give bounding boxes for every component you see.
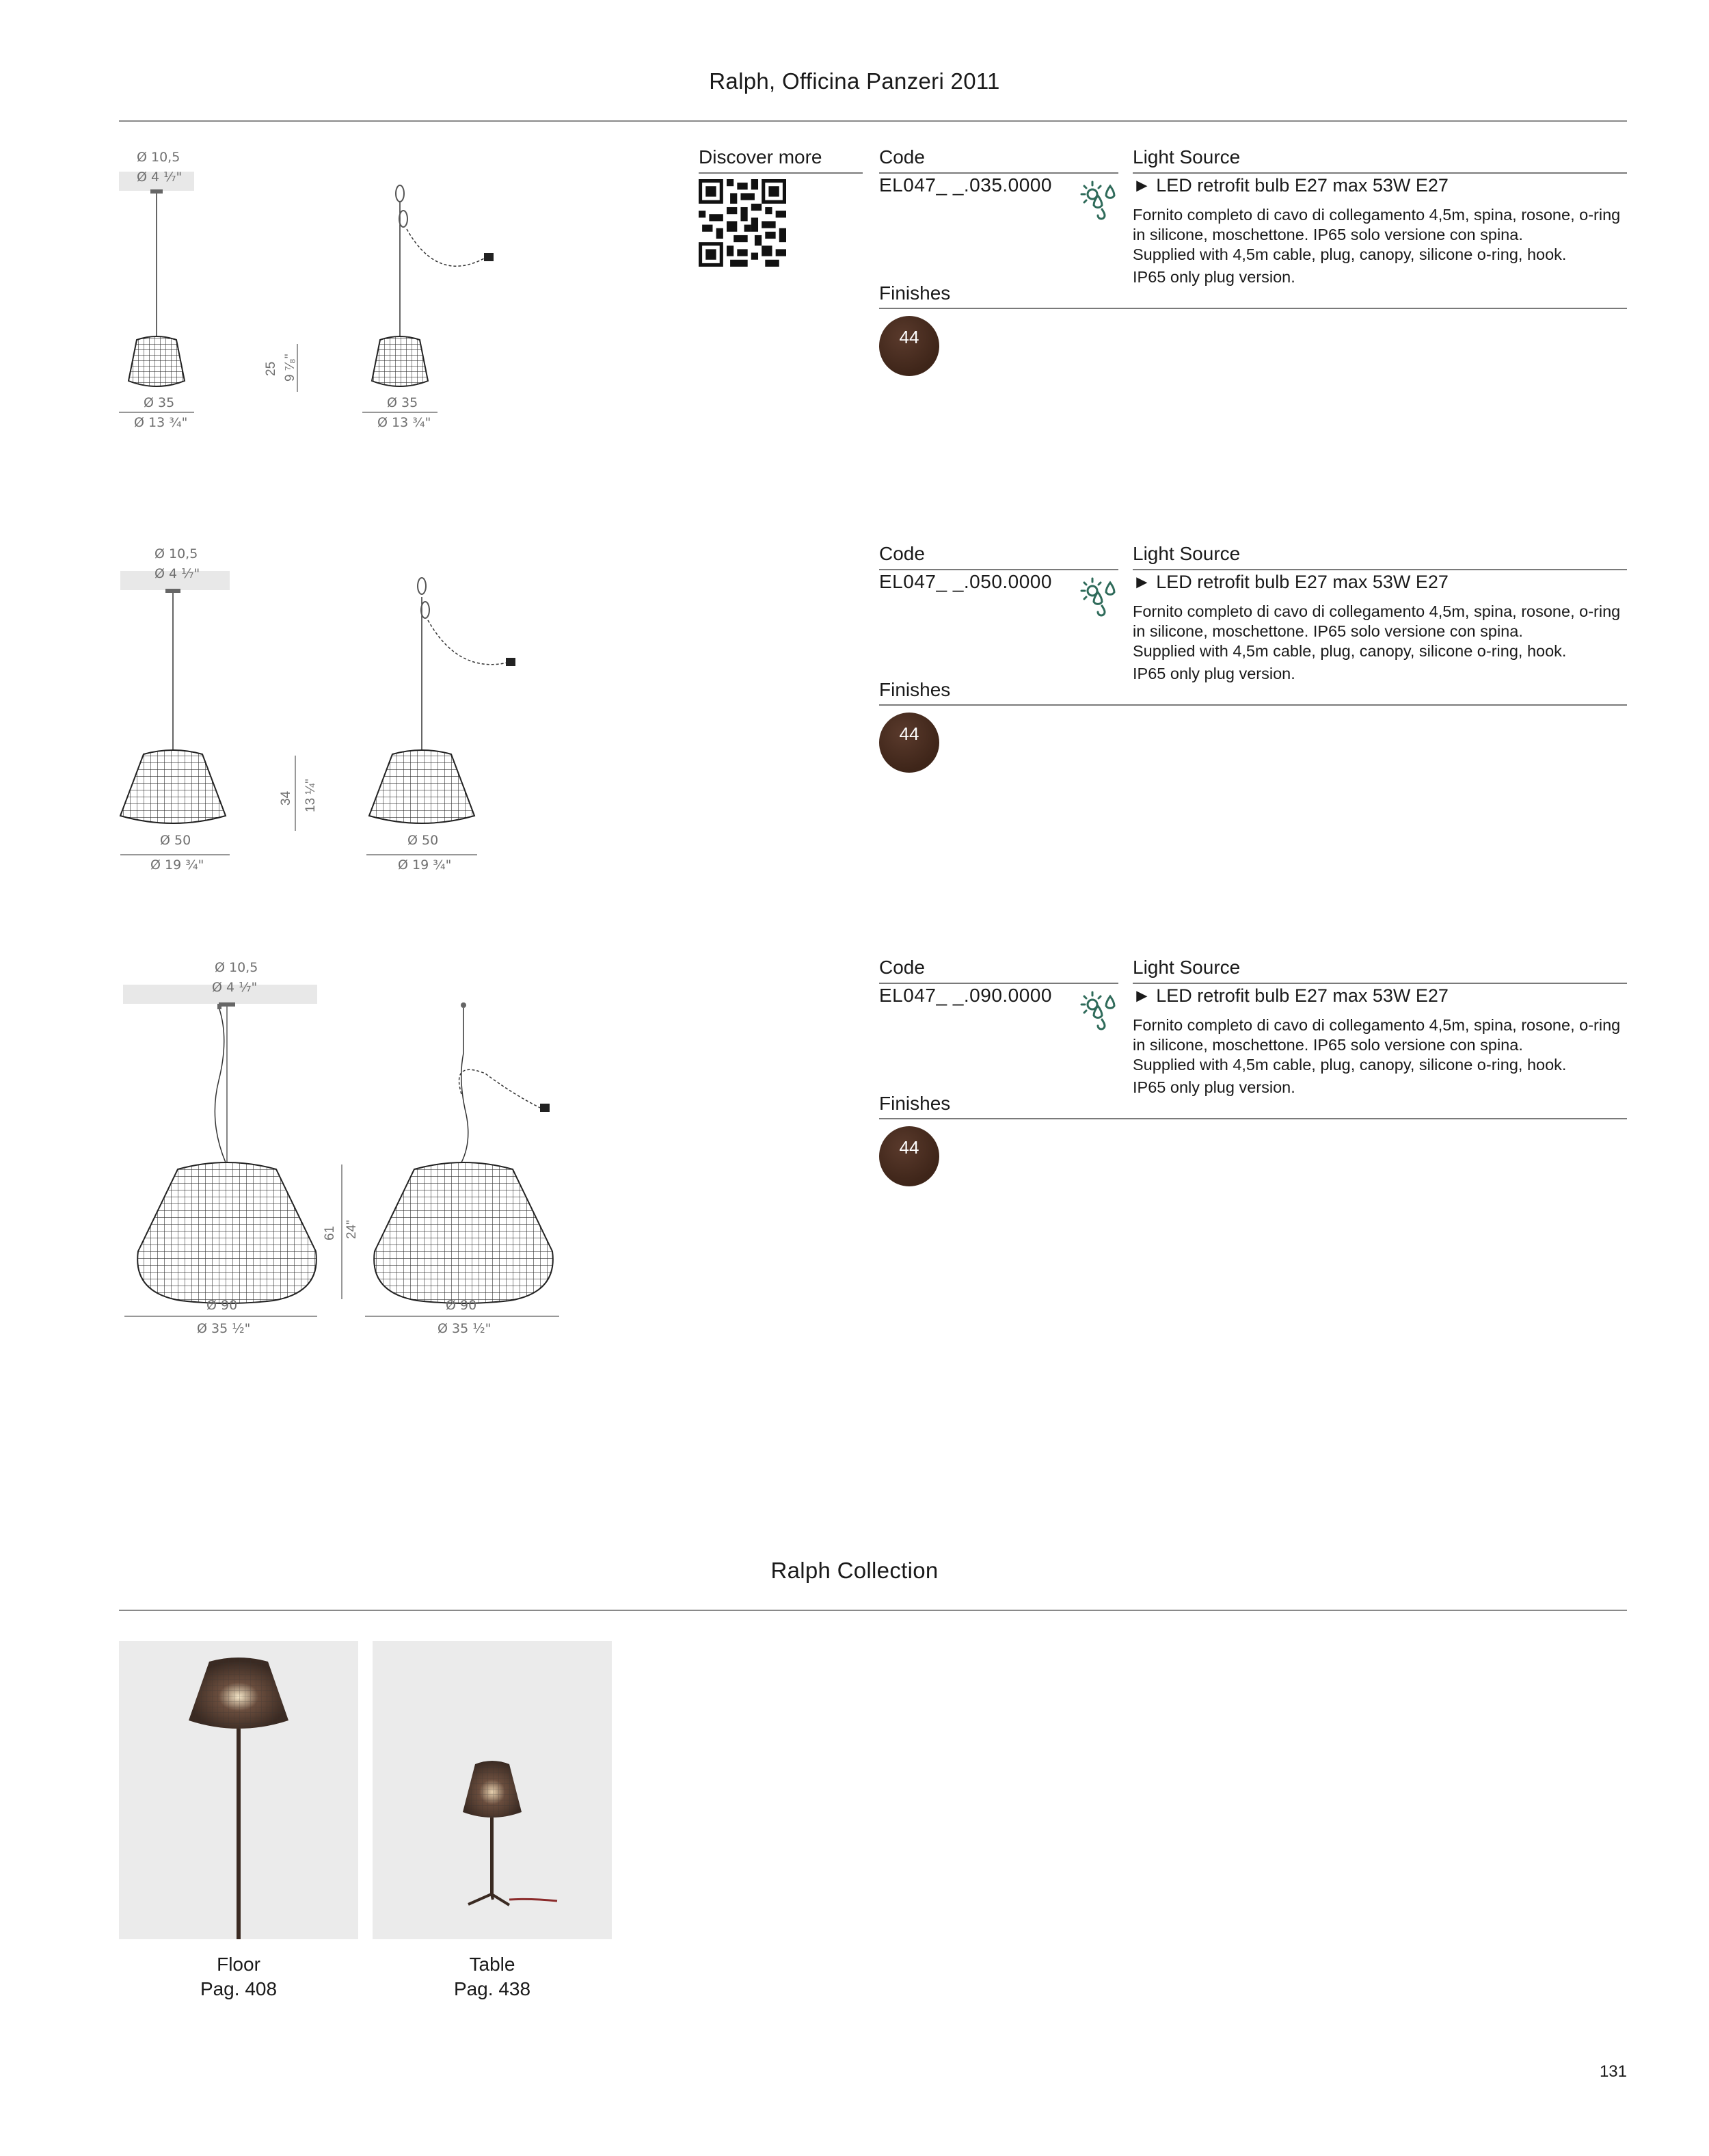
shade-diameter-in-2: Ø 19 ¾" xyxy=(398,857,452,873)
height-cm: 25 xyxy=(264,361,278,376)
finish-swatch-44[interactable] xyxy=(879,713,939,773)
product-code: EL047_ _.050.0000 xyxy=(879,571,1052,592)
finish-number: 44 xyxy=(899,327,919,347)
code-divider xyxy=(879,172,1118,174)
finishes-label: Finishes xyxy=(879,679,951,700)
light-source-divider xyxy=(1133,172,1627,174)
discover-divider xyxy=(699,172,863,174)
light-source-value: ► LED retrofit bulb E27 max 53W E27 xyxy=(1133,175,1449,196)
product-code: EL047_ _.035.0000 xyxy=(879,174,1052,196)
collection-divider xyxy=(119,1610,1627,1611)
ip-note: IP65 only plug version. xyxy=(1133,268,1295,286)
qr-code-icon[interactable] xyxy=(699,179,786,267)
floor-page: Pag. 408 xyxy=(200,1978,278,1999)
finishes-divider xyxy=(879,1118,1627,1119)
finish-number: 44 xyxy=(899,723,919,744)
canopy-diameter-cm: Ø 10,5 xyxy=(137,150,180,165)
lamp-drawing-35 xyxy=(116,147,526,441)
description-italian: Fornito completo di cavo di collegamento 4,5m, spina, rosone, o-ring in silicone, moschettone. IP65 solo versione con spina. xyxy=(1133,602,1621,640)
height-in: 24" xyxy=(345,1220,359,1239)
description-english: Supplied with 4,5m cable, plug, canopy, silicone o-ring, hook. xyxy=(1133,1056,1567,1074)
canopy-diameter-cm: Ø 10,5 xyxy=(215,960,258,975)
height-cm: 34 xyxy=(279,790,293,806)
finishes-label: Finishes xyxy=(879,1093,951,1114)
shade-diameter-in: Ø 35 ½" xyxy=(197,1321,251,1336)
product-code: EL047_ _.090.0000 xyxy=(879,985,1052,1006)
floor-lamp-thumbnail[interactable] xyxy=(119,1641,358,1939)
shade-diameter-in: Ø 13 ¾" xyxy=(134,415,188,430)
shade-diameter-in: Ø 19 ¾" xyxy=(150,857,204,873)
description-english: Supplied with 4,5m cable, plug, canopy, silicone o-ring, hook. xyxy=(1133,245,1567,263)
code-label: Code xyxy=(879,543,925,564)
table-page: Pag. 438 xyxy=(453,1978,531,1999)
header-divider xyxy=(119,120,1627,122)
product-description xyxy=(1133,205,1625,287)
finish-swatch-44[interactable] xyxy=(879,1126,939,1186)
light-source-divider xyxy=(1133,983,1627,984)
finish-number: 44 xyxy=(899,1137,919,1158)
light-source-value: ► LED retrofit bulb E27 max 53W E27 xyxy=(1133,572,1449,592)
shade-diameter-cm-2: Ø 35 xyxy=(387,395,418,410)
light-source-label: Light Source xyxy=(1133,146,1241,168)
light-source-value: ► LED retrofit bulb E27 max 53W E27 xyxy=(1133,985,1449,1006)
shade-diameter-in-2: Ø 13 ¾" xyxy=(377,415,431,430)
code-divider xyxy=(879,983,1118,984)
light-source-label: Light Source xyxy=(1133,543,1241,564)
canopy-diameter-in: Ø 4 ¹⁄₇" xyxy=(212,980,258,995)
table-name: Table xyxy=(469,1954,515,1975)
ip65-water-icon xyxy=(1079,179,1120,219)
page-title: Ralph, Officina Panzeri 2011 xyxy=(709,68,1000,94)
ip65-water-icon xyxy=(1079,576,1120,615)
description-italian: Fornito completo di cavo di collegamento 4,5m, spina, rosone, o-ring in silicone, moschettone. IP65 solo versione con spina. xyxy=(1133,206,1621,243)
light-source-divider xyxy=(1133,569,1627,570)
description-english: Supplied with 4,5m cable, plug, canopy, silicone o-ring, hook. xyxy=(1133,642,1567,660)
finishes-divider xyxy=(879,704,1627,706)
page-number: 131 xyxy=(1599,2062,1627,2081)
floor-caption[interactable] xyxy=(119,1952,358,2001)
discover-more-label: Discover more xyxy=(699,146,822,168)
finish-swatch-44[interactable] xyxy=(879,316,939,376)
shade-diameter-cm-2: Ø 50 xyxy=(407,833,439,848)
table-lamp-thumbnail[interactable] xyxy=(373,1641,612,1939)
shade-diameter-cm: Ø 50 xyxy=(160,833,191,848)
product-description xyxy=(1133,602,1625,684)
shade-diameter-in-2: Ø 35 ½" xyxy=(438,1321,492,1336)
ip65-water-icon xyxy=(1079,989,1120,1029)
light-source-label: Light Source xyxy=(1133,957,1241,978)
shade-diameter-cm-2: Ø 90 xyxy=(446,1298,477,1313)
height-cm: 61 xyxy=(323,1225,337,1240)
finishes-divider xyxy=(879,308,1627,309)
height-in: 13 ¼" xyxy=(304,778,318,812)
code-divider xyxy=(879,569,1118,570)
finishes-label: Finishes xyxy=(879,282,951,304)
height-in: 9 ⁷⁄₈" xyxy=(283,354,297,382)
canopy-diameter-in: Ø 4 ¹⁄₇" xyxy=(137,170,183,185)
canopy-diameter-cm: Ø 10,5 xyxy=(154,546,198,561)
shade-diameter-cm: Ø 90 xyxy=(206,1298,238,1313)
code-label: Code xyxy=(879,146,925,168)
ip-note: IP65 only plug version. xyxy=(1133,1078,1295,1096)
collection-title: Ralph Collection xyxy=(770,1558,939,1583)
table-caption[interactable] xyxy=(373,1952,612,2001)
ip-note: IP65 only plug version. xyxy=(1133,665,1295,682)
floor-name: Floor xyxy=(217,1954,260,1975)
lamp-drawing-90 xyxy=(116,957,581,1354)
code-label: Code xyxy=(879,957,925,978)
shade-diameter-cm: Ø 35 xyxy=(144,395,175,410)
description-italian: Fornito completo di cavo di collegamento 4,5m, spina, rosone, o-ring in silicone, moschettone. IP65 solo versione con spina. xyxy=(1133,1016,1621,1054)
product-description xyxy=(1133,1015,1625,1097)
canopy-diameter-in: Ø 4 ¹⁄₇" xyxy=(154,566,200,581)
